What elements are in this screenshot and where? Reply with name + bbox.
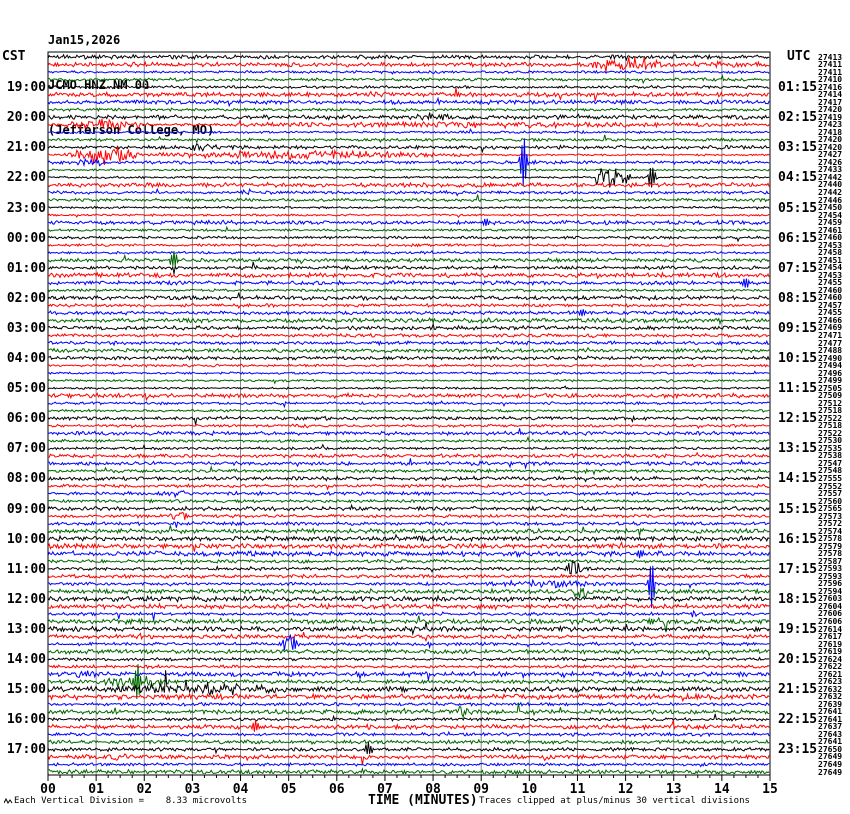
- utc-time-label: 12:15: [778, 411, 818, 427]
- x-tick-label: 09: [473, 782, 490, 797]
- utc-time-label: 20:15: [778, 652, 818, 668]
- utc-time-label: 10:15: [778, 351, 818, 367]
- trace-count-value: 27619: [818, 639, 843, 649]
- trace-count-value: 27460: [818, 233, 843, 243]
- seismogram-trace-row: [48, 535, 769, 541]
- seismogram-trace-row: [48, 649, 769, 655]
- trace-count-value: 27594: [818, 586, 843, 596]
- trace-count-value: 27477: [818, 338, 843, 348]
- trace-count-value: 27411: [818, 60, 843, 70]
- seismogram-trace-row: [48, 562, 769, 574]
- seismogram-trace-row: [48, 227, 769, 231]
- seismogram-trace-row: [48, 386, 769, 389]
- seismogram-trace-row: [48, 135, 769, 143]
- trace-count-value: 27572: [818, 519, 843, 529]
- trace-count-value: 27420: [818, 105, 843, 115]
- seismogram-trace-row: [48, 409, 769, 412]
- cst-time-label: 01:00: [6, 260, 46, 276]
- x-tick-label: 13: [665, 782, 682, 797]
- trace-count-value: 27555: [818, 473, 843, 483]
- trace-count-value: 27518: [818, 421, 843, 431]
- cst-time-label: 20:00: [6, 110, 46, 126]
- seismogram-trace-row: [48, 512, 769, 519]
- trace-count-value: 27451: [818, 255, 843, 265]
- seismogram-trace-row: [48, 244, 769, 247]
- seismogram-trace-row: [48, 393, 769, 400]
- seismogram-trace-row: [48, 251, 769, 254]
- seismogram-trace-row: [48, 491, 769, 497]
- cst-time-label: 12:00: [6, 591, 46, 607]
- seismogram-trace-row: [48, 71, 769, 74]
- trace-count-value: 27624: [818, 654, 843, 664]
- trace-count-value: 27649: [818, 759, 843, 769]
- seismogram-trace-row: [48, 348, 769, 353]
- seismogram-trace-row: [48, 98, 769, 105]
- trace-count-value: 27573: [818, 511, 843, 521]
- cst-time-label: 02:00: [6, 290, 46, 306]
- seismogram-trace-row: [48, 596, 769, 602]
- seismogram-trace-row: [48, 671, 769, 681]
- cst-time-label: 23:00: [6, 200, 46, 216]
- seismogram-trace-row: [48, 763, 769, 767]
- x-axis-title: TIME (MINUTES): [368, 793, 478, 808]
- utc-time-label: 13:15: [778, 441, 818, 457]
- seismogram-trace-row: [48, 129, 769, 133]
- seismogram-trace-row: [48, 702, 769, 706]
- trace-count-value: 27619: [818, 647, 843, 657]
- seismogram-trace-row: [48, 428, 769, 435]
- cst-time-label: 17:00: [6, 742, 46, 758]
- seismogram-trace-row: [48, 380, 769, 384]
- trace-count-value: 27460: [818, 293, 843, 303]
- seismogram-trace-row: [48, 438, 769, 443]
- utc-time-label: 22:15: [778, 712, 818, 728]
- seismogram-trace-row: [48, 525, 769, 535]
- seismogram-trace-row: [48, 262, 769, 274]
- trace-count-value: 27433: [818, 165, 843, 175]
- trace-count-value: 27505: [818, 383, 843, 393]
- trace-count-value: 27453: [818, 240, 843, 250]
- seismogram-trace-row: [48, 604, 769, 610]
- trace-count-value: 27459: [818, 218, 843, 228]
- seismogram-trace-row: [48, 293, 769, 301]
- trace-count-value: 27632: [818, 692, 843, 702]
- title-date: Jan15,2026: [48, 33, 121, 47]
- trace-count-value: 27639: [818, 699, 843, 709]
- seismogram-trace-row: [48, 138, 769, 186]
- trace-count-value: 27417: [818, 97, 843, 107]
- x-tick-label: 03: [184, 782, 201, 797]
- utc-time-label: 14:15: [778, 471, 818, 487]
- cst-time-label: 19:00: [6, 80, 46, 96]
- seismogram-trace-row: [48, 574, 769, 578]
- trace-count-value: 27522: [818, 428, 843, 438]
- utc-time-label: 15:15: [778, 501, 818, 517]
- seismogram-trace-row: [48, 88, 769, 101]
- trace-count-value: 27596: [818, 579, 843, 589]
- x-tick-label: 14: [714, 782, 730, 797]
- trace-count-value: 27547: [818, 458, 843, 468]
- seismogram-trace-row: [48, 658, 769, 661]
- seismogram-trace-row: [48, 550, 769, 558]
- trace-count-value: 27454: [818, 210, 843, 220]
- trace-count-value: 27453: [818, 270, 843, 280]
- trace-count-value: 27641: [818, 707, 843, 717]
- x-tick-label: 00: [40, 782, 56, 797]
- wiggle-icon: [4, 796, 14, 806]
- seismogram-trace-row: [48, 566, 769, 608]
- seismogram-trace-row: [48, 453, 769, 458]
- cst-time-label: 04:00: [6, 351, 46, 367]
- x-tick-label: 12: [617, 782, 634, 797]
- cst-time-label: 03:00: [6, 320, 46, 336]
- seismogram-trace-row: [48, 714, 769, 721]
- seismogram-trace-row: [48, 144, 769, 152]
- seismogram-trace-row: [48, 740, 769, 744]
- cst-time-label: 07:00: [6, 441, 46, 457]
- seismogram-trace-row: [48, 416, 769, 424]
- trace-count-value: 27499: [818, 376, 843, 386]
- seismogram-trace-row: [48, 401, 769, 407]
- trace-count-value: 27650: [818, 744, 843, 754]
- seismogram-trace-row: [48, 467, 769, 474]
- trace-count-value: 27535: [818, 443, 843, 453]
- trace-count-value: 27471: [818, 330, 843, 340]
- cst-time-label: 10:00: [6, 531, 46, 547]
- seismogram-trace-row: [48, 543, 769, 552]
- cst-time-label: 06:00: [6, 411, 46, 427]
- seismogram-trace-row: [48, 86, 769, 89]
- utc-axis-header: UTC: [787, 49, 811, 64]
- seismogram-trace-row: [48, 588, 769, 598]
- seismogram-trace-row: [48, 309, 769, 316]
- seismogram-trace-row: [48, 371, 769, 374]
- seismogram-trace-row: [48, 458, 769, 468]
- trace-count-value: 27579: [818, 541, 843, 551]
- utc-time-label: 17:15: [778, 561, 818, 577]
- trace-count-value: 27617: [818, 632, 843, 642]
- utc-time-label: 02:15: [778, 110, 818, 126]
- seismogram-trace-row: [48, 76, 769, 83]
- trace-count-value: 27603: [818, 594, 843, 604]
- seismogram-trace-row: [48, 424, 769, 428]
- cst-axis-header: CST: [2, 49, 26, 64]
- trace-count-value: 27420: [818, 135, 843, 145]
- cst-time-label: 13:00: [6, 622, 46, 637]
- seismogram-trace-row: [48, 560, 769, 564]
- trace-count-value: 27410: [818, 75, 843, 85]
- trace-count-value: 27548: [818, 466, 843, 476]
- seismogram-trace-row: [48, 732, 769, 736]
- trace-count-value: 27416: [818, 82, 843, 92]
- seismogram-trace-row: [48, 742, 769, 754]
- trace-count-value: 27490: [818, 353, 843, 363]
- x-tick-label: 06: [328, 782, 345, 797]
- title-location: (Jefferson College, MO): [48, 123, 215, 137]
- seismogram-trace-row: [48, 769, 769, 775]
- trace-count-value: 27442: [818, 187, 843, 197]
- seismogram-trace-row: [48, 206, 769, 209]
- trace-count-value: 27466: [818, 315, 843, 325]
- seismogram-trace-row: [48, 720, 769, 732]
- seismogram-trace-row: [48, 616, 769, 633]
- x-tick-label: 07: [377, 782, 393, 797]
- cst-time-label: 11:00: [6, 561, 46, 577]
- cst-time-label: 16:00: [6, 712, 46, 728]
- seismogram-trace-row: [48, 476, 769, 481]
- cst-time-label: 14:00: [6, 652, 46, 668]
- trace-count-value: 27488: [818, 346, 843, 356]
- seismogram-trace-row: [48, 623, 769, 634]
- trace-count-value: 27440: [818, 180, 843, 190]
- trace-count-value: 27419: [818, 112, 843, 122]
- seismogram-trace-row: [48, 113, 769, 121]
- seismogram-trace-row: [48, 195, 769, 202]
- trace-count-value: 27457: [818, 300, 843, 310]
- x-tick-label: 04: [232, 782, 249, 797]
- scale-caption: Each Vertical Division = 8.33 microvolts: [14, 796, 247, 806]
- seismogram-trace-row: [48, 57, 769, 72]
- trace-count-value: 27494: [818, 361, 843, 371]
- x-tick-label: 01: [88, 782, 104, 797]
- seismogram-trace-row: [48, 219, 769, 226]
- trace-count-value: 27557: [818, 489, 843, 499]
- trace-count-value: 27565: [818, 504, 843, 514]
- trace-count-value: 27423: [818, 120, 843, 130]
- trace-count-value: 27623: [818, 677, 843, 687]
- seismogram-trace-row: [48, 273, 769, 278]
- trace-count-value: 27509: [818, 391, 843, 401]
- cst-time-label: 15:00: [6, 682, 46, 698]
- trace-count-value: 27461: [818, 225, 843, 235]
- seismogram-trace-row: [48, 445, 769, 450]
- cst-time-label: 09:00: [6, 501, 46, 517]
- seismogram-trace-row: [48, 119, 769, 130]
- trace-count-value: 27418: [818, 127, 843, 137]
- trace-count-value: 27518: [818, 406, 843, 416]
- trace-count-value: 27604: [818, 601, 843, 611]
- trace-count-value: 27552: [818, 481, 843, 491]
- seismogram-trace-row: [48, 500, 769, 503]
- utc-time-label: 01:15: [778, 80, 818, 96]
- trace-count-value: 27578: [818, 549, 843, 559]
- cst-time-label: 22:00: [6, 170, 46, 186]
- trace-count-value: 27587: [818, 556, 843, 566]
- trace-count-value: 27420: [818, 142, 843, 152]
- seismogram-trace-row: [48, 356, 769, 360]
- utc-time-label: 07:15: [778, 260, 818, 276]
- trace-count-value: 27455: [818, 308, 843, 318]
- utc-time-label: 16:15: [778, 531, 818, 547]
- clip-caption: Traces clipped at plus/minus 30 vertical divisions: [479, 796, 750, 806]
- seismogram-trace-row: [48, 611, 769, 620]
- utc-time-label: 21:15: [778, 682, 818, 698]
- trace-count-value: 27442: [818, 172, 843, 182]
- trace-count-value: 27643: [818, 729, 843, 739]
- title-station: JCMO HNZ NM 00: [48, 78, 150, 92]
- utc-time-label: 19:15: [778, 622, 818, 637]
- seismogram-trace-row: [48, 289, 769, 292]
- trace-count-value: 27649: [818, 767, 843, 777]
- seismogram-trace-row: [48, 664, 769, 699]
- seismogram-trace-row: [48, 522, 769, 528]
- cst-time-label: 08:00: [6, 471, 46, 487]
- trace-count-value: 27426: [818, 157, 843, 167]
- trace-count-value: 27469: [818, 323, 843, 333]
- trace-count-value: 27458: [818, 248, 843, 258]
- trace-count-value: 27606: [818, 616, 843, 626]
- utc-time-label: 23:15: [778, 742, 818, 758]
- seismogram-trace-row: [48, 236, 769, 241]
- trace-count-value: 27538: [818, 451, 843, 461]
- utc-time-label: 11:15: [778, 381, 818, 397]
- trace-count-value: 27414: [818, 90, 843, 100]
- trace-count-value: 27460: [818, 285, 843, 295]
- trace-count-value: 27637: [818, 722, 843, 732]
- utc-time-label: 03:15: [778, 140, 818, 156]
- trace-count-value: 27641: [818, 714, 843, 724]
- trace-count-value: 27455: [818, 278, 843, 288]
- seismogram-trace-row: [48, 324, 769, 330]
- seismogram-trace-row: [48, 108, 769, 111]
- seismogram-trace-row: [48, 334, 769, 338]
- trace-count-value: 27641: [818, 737, 843, 747]
- trace-count-value: 27622: [818, 662, 843, 672]
- trace-count-value: 27411: [818, 67, 843, 77]
- seismogram-trace-row: [48, 484, 769, 489]
- trace-count-value: 27621: [818, 669, 843, 679]
- utc-time-label: 04:15: [778, 170, 818, 186]
- cst-time-label: 05:00: [6, 381, 46, 397]
- trace-count-value: 27574: [818, 526, 843, 536]
- seismogram-traces: [48, 55, 769, 775]
- trace-count-value: 27578: [818, 534, 843, 544]
- x-tick-label: 05: [280, 782, 297, 797]
- seismogram-trace-row: [48, 318, 769, 324]
- trace-count-value: 27427: [818, 150, 843, 160]
- seismogram-trace-row: [48, 341, 769, 345]
- utc-time-label: 18:15: [778, 591, 818, 607]
- trace-count-value: 27522: [818, 413, 843, 423]
- trace-count-value: 27606: [818, 609, 843, 619]
- seismogram-trace-row: [48, 279, 769, 288]
- trace-count-value: 27496: [818, 368, 843, 378]
- x-tick-label: 15: [762, 782, 778, 797]
- x-tick-label: 08: [425, 782, 441, 797]
- trace-count-value: 27632: [818, 684, 843, 694]
- trace-count-value: 27530: [818, 436, 843, 446]
- seismogram-trace-row: [48, 55, 769, 60]
- seismogram-trace-row: [48, 665, 769, 668]
- cst-time-label: 21:00: [6, 140, 46, 156]
- seismogram-trace-row: [48, 694, 769, 701]
- trace-count-value: 27454: [818, 263, 843, 273]
- seismogram-trace-row: [48, 189, 769, 195]
- trace-count-value: 27614: [818, 624, 843, 634]
- trace-count-value: 27512: [818, 398, 843, 408]
- trace-count-value: 27649: [818, 752, 843, 762]
- seismogram-trace-row: [48, 183, 769, 188]
- seismogram-trace-row: [48, 304, 769, 308]
- utc-time-label: 05:15: [778, 200, 818, 216]
- x-tick-label: 02: [136, 782, 153, 797]
- utc-time-label: 06:15: [778, 230, 818, 246]
- trace-count-value: 27593: [818, 564, 843, 574]
- seismogram-trace-row: [48, 214, 769, 217]
- x-tick-label: 11: [569, 782, 586, 797]
- utc-time-label: 09:15: [778, 320, 818, 336]
- trace-count-value: 27446: [818, 195, 843, 205]
- trace-count-value: 27450: [818, 203, 843, 213]
- trace-count-value: 27413: [818, 52, 843, 62]
- cst-time-label: 00:00: [6, 230, 46, 246]
- x-tick-label: 10: [521, 782, 538, 797]
- seismogram-trace-row: [48, 505, 769, 511]
- trace-count-value: 27593: [818, 571, 843, 581]
- seismogram-trace-row: [48, 632, 769, 641]
- trace-count-value: 27560: [818, 496, 843, 506]
- seismogram-trace-row: [48, 364, 769, 367]
- seismogram-trace-row: [48, 169, 769, 172]
- utc-time-label: 08:15: [778, 290, 818, 306]
